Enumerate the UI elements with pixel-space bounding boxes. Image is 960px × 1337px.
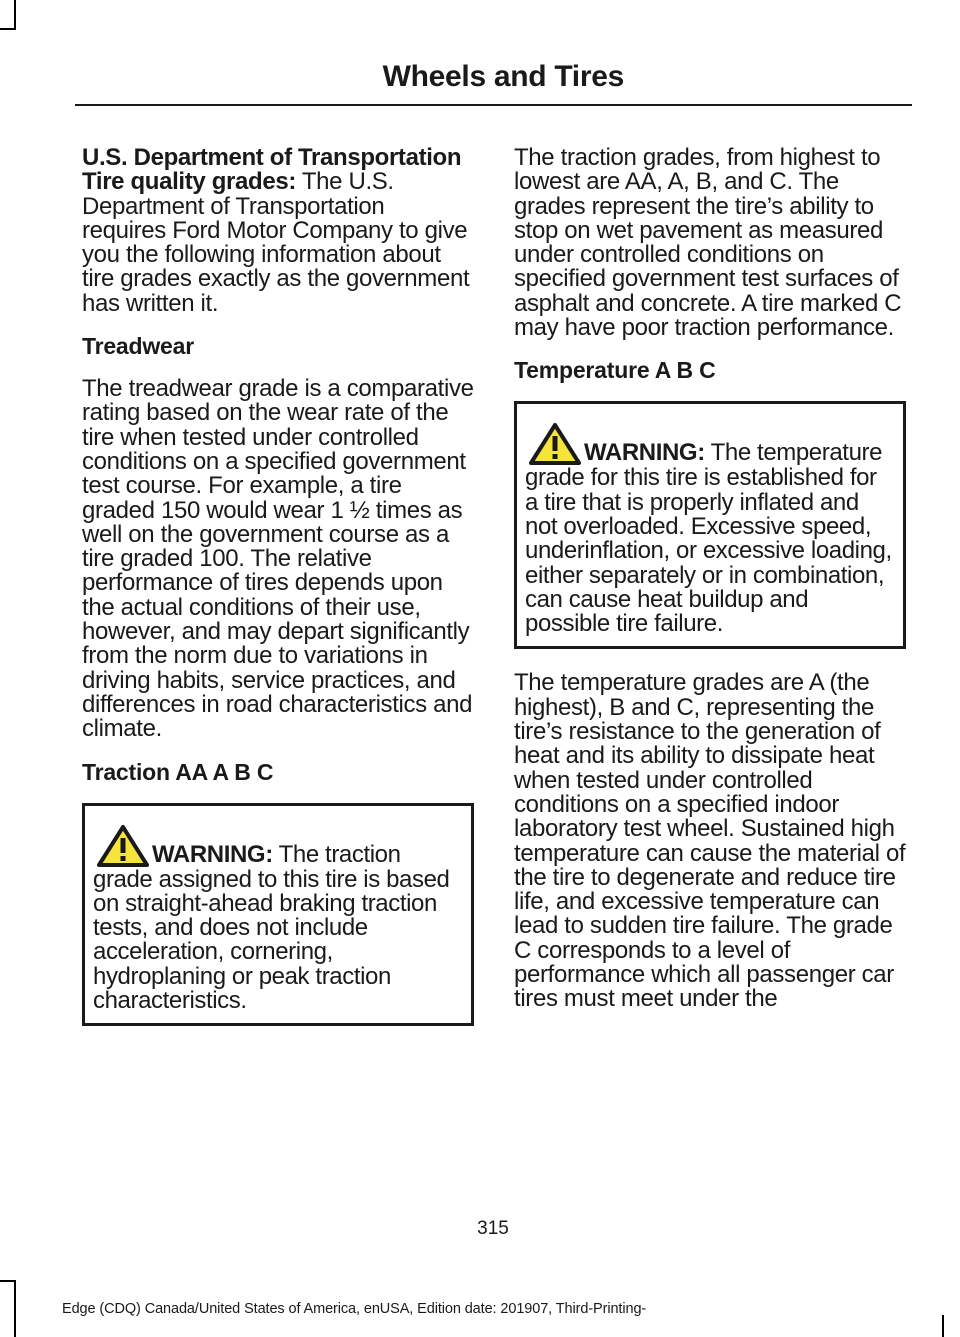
page-number: 315 xyxy=(477,1218,509,1239)
warning-text: The temperature grade for this tire is established for a tire that is properly inflated and not overloaded. Excessive speed, underinflation, or excessive loading, either separately or in combination, can cause heat buildup and possible tire failure. xyxy=(525,439,892,638)
traction-heading: Traction AA A B C xyxy=(82,758,274,785)
crop-mark xyxy=(14,1280,16,1337)
warning-label: WARNING: xyxy=(152,840,273,868)
right-column xyxy=(514,146,906,1030)
edition-footer: Edge (CDQ) Canada/United States of America, enUSA, Edition date: 201907, Third-Printing- xyxy=(62,1301,647,1317)
temperature-grades-paragraph: The temperature grades are A (the highest), B and C, representing the tire’s resistance to the generation of heat and its ability to dissipate heat when tested under controlled conditions on a specified indoor laboratory test wheel. Sustained high temperature can cause the material of the tire to degenerate and reduce tire life, and excessive temperature can lead to sudden tire failure. The grade C corresponds to a level of performance which all passenger car tires must meet under the xyxy=(514,669,906,1013)
crop-mark xyxy=(942,1315,944,1337)
traction-grades-paragraph: The traction grades, from highest to lowest are AA, A, B, and C. The grades represent the tire’s ability to stop on wet pavement as measured under controlled conditions on specified government test surfaces of asphalt and concrete. A tire marked C may have poor traction performance. xyxy=(514,144,902,342)
crop-mark xyxy=(14,0,16,30)
warning-label: WARNING: xyxy=(584,439,705,467)
treadwear-paragraph: The treadwear grade is a comparative rating based on the wear rate of the tire when tested under controlled conditions on a specified government test course. For example, a tire graded 150 would wear 1 ½ times as well on the government course as a tire graded 100. The relative performance of tires depends upon the actual conditions of their use, however, and may depart significantly from the norm due to variations in driving habits, service practices, and differences in road characteristics and climate. xyxy=(82,375,474,743)
warning-triangle-icon xyxy=(96,824,150,868)
page-section-title: Wheels and Tires xyxy=(382,60,624,93)
treadwear-heading: Treadwear xyxy=(82,333,194,360)
crop-mark xyxy=(0,1280,16,1282)
intro-paragraph xyxy=(82,146,474,316)
intro-bold-lead: U.S. Department of Transportation Tire quality grades: xyxy=(82,144,462,196)
header-divider xyxy=(75,104,912,106)
traction-warning-box xyxy=(82,803,474,1027)
temperature-warning-box xyxy=(514,401,906,649)
temperature-heading: Temperature A B C xyxy=(514,357,716,384)
warning-triangle-icon xyxy=(528,422,582,466)
crop-mark xyxy=(0,28,16,30)
intro-text: The U.S. Department of Transportation requires Ford Motor Company to give you the following information about tire grades exactly as the government has written it. xyxy=(82,168,470,317)
left-column xyxy=(82,146,474,1048)
warning-text: The traction grade assigned to this tire is based on straight-ahead braking traction tests, and does not include acceleration, cornering, hydroplaning or peak traction characteristics. xyxy=(93,840,450,1015)
